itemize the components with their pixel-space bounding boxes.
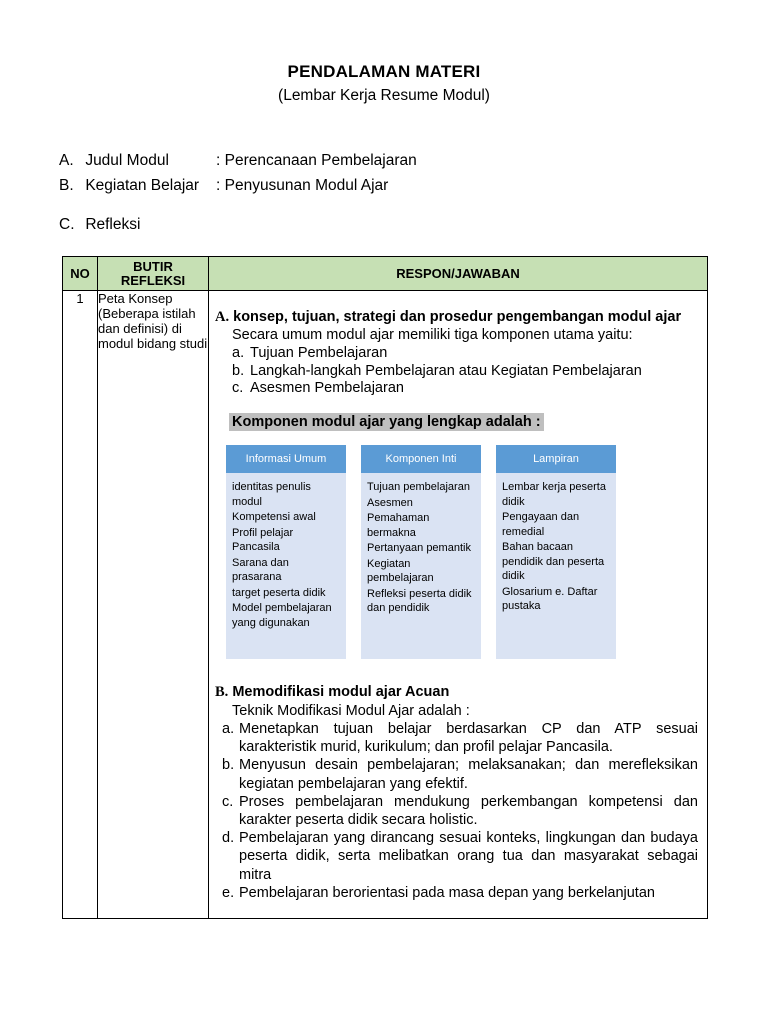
info-letter: B. [59,177,74,194]
info-letter: C. [59,216,75,233]
list-item [222,829,698,884]
komponen-item: target peserta didik [232,586,326,599]
komponen-item: Pertanyaan pemantik [367,542,471,554]
info-refleksi [59,216,140,234]
komponen-box-informasi-umum [226,445,346,659]
list-item-text: Proses pembelajaran mendukung perkembangan kompetensi dan karakter peserta didik secara holistic. [239,793,698,829]
info-letter: A. [59,152,74,169]
info-label: Refleksi [85,216,141,233]
list-item [222,720,698,756]
section-b-title: Memodifikasi modul ajar Acuan [232,684,450,700]
list-item-letter: c. [232,380,244,396]
header-respon: RESPON/JAWABAN [209,257,708,291]
row-butir: Peta Konsep (Beberapa istilah dan definisi) di modul bidang studi [98,291,209,919]
komponen-item: Lembar kerja peserta didik [502,481,606,508]
komponen-item: identitas penulis modul [232,481,311,508]
list-item [222,756,698,792]
komponen-box-title: Informasi Umum [226,445,346,473]
info-label: Judul Modul [85,152,169,169]
row-no: 1 [63,291,98,919]
komponen-item: Kompetensi awal [232,511,316,523]
table-row [63,291,708,919]
section-a-intro: Secara umum modul ajar memiliki tiga komponen utama yaitu: [232,327,633,343]
info-kegiatan-belajar [59,177,389,195]
header-no: NO [63,257,98,291]
list-item-text: Pembelajaran berorientasi pada masa depan yang berkelanjutan [239,884,655,901]
komponen-item: Bahan bacaan pendidik dan peserta didik [502,541,605,582]
header-butir: BUTIR REFLEKSI [98,257,209,291]
komponen-item: Pengayaan dan remedial [502,511,580,538]
section-b-letter: B. [215,684,229,700]
list-item-text: Tujuan Pembelajaran [250,345,388,361]
komponen-box-title: Lampiran [496,445,616,473]
section-b-list [222,720,698,902]
list-item-text: Asesmen Pembelajaran [250,380,404,396]
refleksi-table [62,256,708,919]
komponen-item: Tujuan pembelajaran [367,481,470,493]
list-item-text: Menyusun desain pembelajaran; melaksanakan; dan merefleksikan kegiatan pembelajaran yang efektif. [239,757,698,792]
komponen-item: Pemahaman bermakna [367,512,430,539]
komponen-item: Profil pelajar Pancasila [232,526,294,553]
section-a-heading [215,309,681,326]
komponen-item: Sarana dan prasarana [232,556,289,583]
section-b-intro: Teknik Modifikasi Modul Ajar adalah : [232,703,470,719]
komponen-box-komponen-inti [361,445,481,659]
row-respon [209,291,708,919]
list-item-letter: b. [232,362,245,379]
komponen-box-list [226,473,346,630]
list-item-letter: b. [222,757,235,774]
list-item-letter: a. [232,345,245,361]
list-item-letter: a. [222,721,235,737]
list-item-text: Langkah-langkah Pembelajaran atau Kegiatan Pembelajaran [250,362,642,379]
komponen-item: Kegiatan pembelajaran [367,557,434,584]
section-a-title: konsep, tujuan, strategi dan prosedur pengembangan modul ajar [233,309,682,325]
komponen-heading: Komponen modul ajar yang lengkap adalah : [229,413,544,431]
list-item-letter: c. [222,793,234,810]
list-item [232,363,642,381]
page-subtitle: (Lembar Kerja Resume Modul) [278,87,490,104]
section-b-heading [215,684,449,701]
komponen-box-list [361,473,481,616]
section-a-list [232,345,642,398]
list-item [232,380,642,398]
komponen-box-lampiran [496,445,616,659]
table-header-row [63,257,708,291]
komponen-box-list [496,473,616,614]
komponen-item: Glosarium e. Daftar pustaka [502,585,598,612]
komponen-item: Asesmen [367,496,413,509]
komponen-box-title: Komponen Inti [361,445,481,473]
info-judul-modul [59,152,417,170]
komponen-item: Refleksi peserta didik dan pendidik [367,587,472,614]
page-title: PENDALAMAN MATERI [287,62,481,81]
info-value: : Penyusunan Modul Ajar [216,177,389,194]
section-a-letter: A. [215,309,230,325]
komponen-item: Model pembelajaran yang digunakan [232,602,332,629]
list-item-letter: d. [222,830,235,847]
list-item-text: Pembelajaran yang dirancang sesuai konteks, lingkungan dan budaya peserta didik, serta melibatkan orang tua dan masyarakat sebagai mitra [239,830,698,883]
list-item [222,793,698,829]
list-item [232,345,642,363]
list-item [222,884,698,902]
list-item-text: Menetapkan tujuan belajar berdasarkan CP dan ATP sesuai karakteristik murid, kurikulum; dan profil pelajar Pancasila. [239,721,698,756]
list-item-letter: e. [222,884,235,901]
info-value: : Perencanaan Pembelajaran [216,152,417,169]
info-label: Kegiatan Belajar [85,177,200,194]
